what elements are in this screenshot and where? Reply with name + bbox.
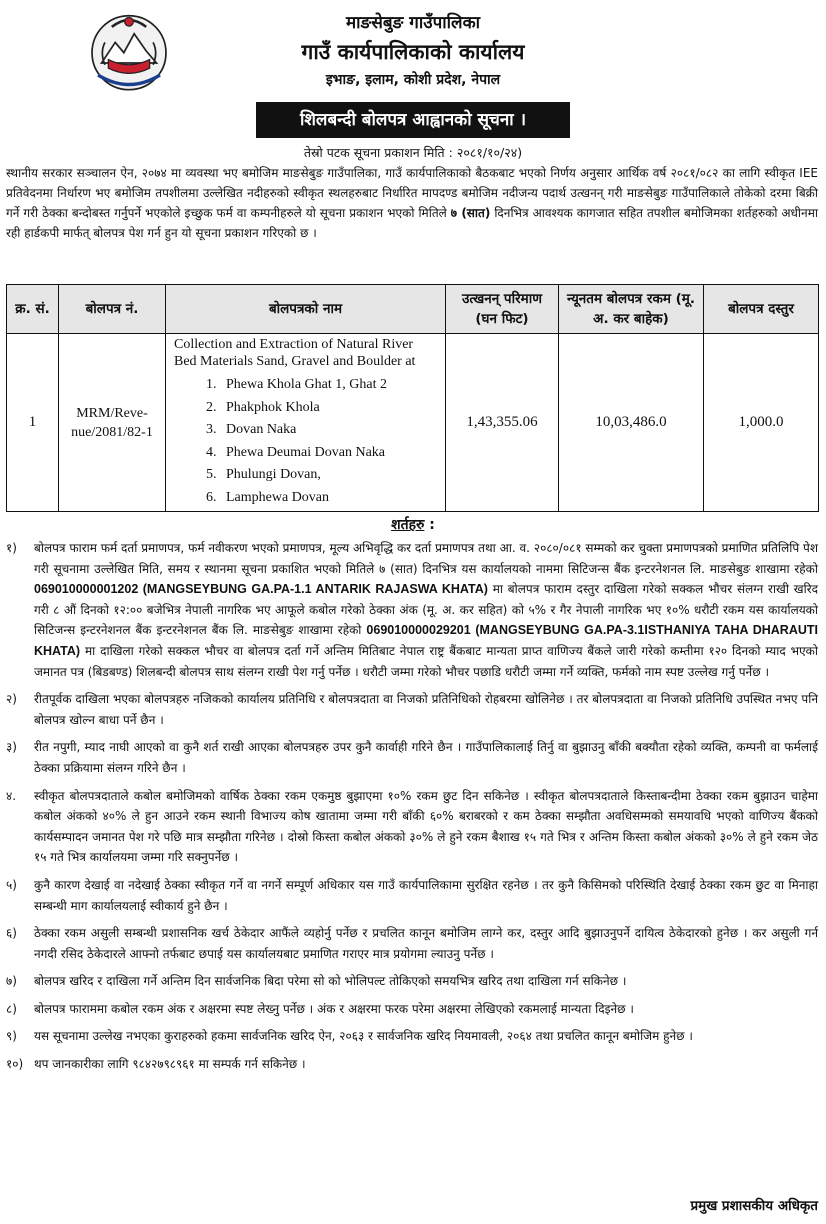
term-item [6,875,818,916]
term-item [6,1054,818,1075]
cell-quantity: 1,43,355.06 [446,334,559,512]
office-name: गाउँ कार्यपालिकाको कार्यालय [301,40,525,64]
term-number: ५) [6,877,17,892]
term-item [6,971,818,992]
term-number: ८) [6,1001,17,1016]
term-1-part-3: मा दाखिला गरेको सक्कल भौचर वा बोलपत्र दर्ता गर्ने अन्तिम मितिबाट नेपाल राष्ट्र बैंकबाट मान्यता प्राप्त वाणिज्य बैंकले जारी गरेको कम्तीमा १२० दिनको म्याद भएको जमानत पत्र (बिडबण्ड) शिलबन्दी बोलपत्र साथ संलग्न राखी पेश गर्नु पर्नेछ । धरौटी जम्मा गरेको भौचर पछाडि धरौटी जम्मा गर्ने व्यक्ति, फर्मको नाम स्पष्ट उल्लेख गर्नु पर्नेछ । [34,643,818,679]
term-number: १) [6,541,17,555]
intro-days-bold: ७ (सात) [450,206,491,220]
term-text: बोलपत्र फाराममा कबोल रकम अंक र अक्षरमा स्पष्ट लेख्नु पर्नेछ । अंक र अक्षरमा फरक परेमा अक्षरमा लेखिएको रकमलाई मान्यता दिइनेछ । [34,1001,634,1016]
term-number: ४. [6,788,17,803]
term-text: रीत नपुगी, म्याद नाघी आएको वा कुनै शर्त राखी आएका बोलपत्रहरु उपर कुनै कार्वाही गरिने छैन । गाउँपालिकालाई तिर्नु वा बुझाउनु बाँकी बक्यौता रहेको व्यक्ति, कम्पनी वा फर्मलाई ठेक्का प्रक्रियामा संलग्न गरिने छैन । [34,740,818,775]
table-row [7,334,819,512]
term-text: ठेक्का रकम असुली सम्बन्धी प्रशासनिक खर्च ठेकेदार आफैंले व्यहोर्नु पर्नेछ र प्रचलित कानून बमोजिम लाग्ने कर, दस्तुर आदि बुझाउनुपर्ने दायित्व ठेकेदारको हुनेछ । कर असुली गर्न नगदी रसिद ठेकेदारले आफ्नो तर्फबाट छपाई यस कार्यालयबाट प्रमाणित गराएर मात्र प्रयोगमा ल्याउनु पर्नेछ । [34,926,818,961]
list-item: 4. Phewa Deumai Dovan Naka [220,442,439,465]
term-item [6,1026,818,1047]
municipality-name: माङसेबुङ गाउँपालिका [345,13,481,33]
header-min-amount: न्यूनतम बोलपत्र रकम (मू. अ. कर बाहेक) [559,285,704,334]
term-text: बोलपत्र खरिद र दाखिला गर्ने अन्तिम दिन सार्वजनिक बिदा परेमा सो को भोलिपल्ट तोकिएको समयभित्र खरिद तथा दाखिला गर्न सकिनेछ । [34,974,627,989]
account-number-2: 069010000029201 (MANGSEYBUNG GA.PA-3.1ISTHANIYA TAHA DHARAUTI KHATA) [34,623,818,658]
list-item: 5. Phulungi Dovan, [220,464,439,487]
account-number-1: 069010000001202 (MANGSEYBUNG GA.PA-1.1 ANTARIK RAJASWA KHATA) [34,582,488,597]
term-item [6,923,818,964]
list-item: 3. Dovan Naka [220,419,439,442]
term-1-part-2: मा बोलपत्र फाराम दस्तुर दाखिला गरेको सक्कल भौचर संलग्न राखी खरिद गरी ८ औं दिनको १२:०० बजेभित्र नेपाली नागरिक भए आफूले कबोल गरेको ठेक्का अंक (मू. अ. कर सहित) को ५% र गैर नेपाली नागरिक भए १०% धरौटी रकम यस कार्यालयको सिटिजन्स इन्टरनेशनल बैंक इन्टरनेशनल बैंक लि. माङसेबुङ शाखामा रहेको [34,582,818,638]
list-item: 1. Phewa Khola Ghat 1, Ghat 2 [220,374,439,397]
signatory-title: प्रमुख प्रशासकीय अधिकृत [690,1198,818,1214]
term-item [6,786,818,868]
term-item [6,737,818,778]
intro-text-1: स्थानीय सरकार सञ्चालन ऐन, २०७४ मा व्यवस्था भए बमोजिम माङसेबुङ गाउँपालिका, गाउँ कार्यपालिकाको बैठकबाट भएको निर्णय अनुसार आर्थिक वर्ष २०८१/०८२ का लागि स्वीकृत IEE प्रतिवेदनमा निर्धारण भए बमोजिम तपशीलमा उल्लेखित नदीहरुको स्वीकृत स्थलहरुबाट निर्धारित मापदण्ड बमोजिम नदीजन्य पदार्थ उत्खनन् गरी माङसेबुङ गाउँपालिकाले तोकेको दरमा बिक्री गर्ने गरी ठेक्का बन्दोबस्त गर्नुपर्ने भएकोले इच्छुक फर्म वा कम्पनीहरुले यो सूचना प्रकाशन भएको मितिले [6,166,818,220]
header-fee: बोलपत्र दस्तुर [704,285,819,334]
notice-title-banner: शिलबन्दी बोलपत्र आह्वानको सूचना । [256,102,570,138]
header-bid-name: बोलपत्रको नाम [166,285,446,334]
terms-heading-colon: : [424,517,435,533]
office-address: इभाङ, इलाम, कोशी प्रदेश, नेपाल [325,72,501,88]
term-item [6,999,818,1020]
term-number: १०) [6,1057,24,1072]
terms-list [6,538,818,1082]
term-number: २) [6,692,17,707]
table-header-row [7,285,819,334]
term-text: रीतपूर्वक दाखिला भएका बोलपत्रहरु नजिकको कार्यालय प्रतिनिधि र बोलपत्रदाता वा निजको प्रतिनिधिको रोहबरमा खोलिनेछ । तर बोलपत्रदाता वा निजको प्रतिनिधि उपस्थित नभए पनि बोलपत्र खोल्न बाधा पर्ने छैन । [34,692,818,727]
location-list [174,374,439,509]
terms-heading [0,515,826,534]
terms-heading-text: शर्तहरु [391,517,425,533]
bid-name-text: Collection and Extraction of Natural River Bed Materials Sand, Gravel and Boulder at [174,337,416,369]
term-number: ३) [6,740,17,755]
cell-bid-no: MRM/Reve- nue/2081/82-1 [59,334,166,512]
cell-bid-name [166,334,446,512]
term-text: थप जानकारीका लागि ९८४२७९८९६१ मा सम्पर्क गर्न सकिनेछ । [34,1057,306,1072]
term-text: कुनै कारण देखाई वा नदेखाई ठेक्का स्वीकृत गर्ने वा नगर्ने सम्पूर्ण अधिकार यस गाउँ कार्यपालिकामा सुरक्षित रहनेछ । तर कुनै किसिमको परिस्थिति देखाई ठेक्का रकम छुट वा मिनाहा सम्बन्धी माग कार्यालयलाई स्वीकार्य हुने छैन । [34,877,818,913]
intro-text-2: दिनभित्र आवश्यक कागजात सहित तपशील बमोजिमका शर्तहरुको अधीनमा रही हार्डकपी मार्फत् बोलपत्र पेश गर्न हुन यो सूचना प्रकाशन गरिएको छ । [6,206,818,240]
cell-min-amount: 10,03,486.0 [559,334,704,512]
tender-table [6,284,819,512]
intro-paragraph [6,163,818,243]
term-1-part-1: बोलपत्र फाराम फर्म दर्ता प्रमाणपत्र, फर्म नवीकरण भएको प्रमाणपत्र, मूल्य अभिवृद्धि कर दर्ता प्रमाणपत्र तथा आ. व. २०८०/०८१ सम्मको कर चुक्ता प्रमाणपत्रको प्रमाणित प्रतिलिपि पेश गरी सूचनामा उल्लेखित मिति, समय र स्थानमा सूचना प्रकाशित भएको मितिले ७ (सात) दिनभित्र यस कार्यालयको नाममा सिटिजन्स बैंक इन्टरनेशनल लि. माङसेबुङ शाखामा रहेको [34,541,818,576]
header-bid-no: बोलपत्र नं. [59,285,166,334]
term-text [34,538,818,682]
term-text: यस सूचनामा उल्लेख नभएका कुराहरुको हकमा सार्वजनिक खरिद ऐन, २०६३ र सार्वजनिक खरिद नियमावली, २०६४ तथा प्रचलित कानून बमोजिम हुनेछ । [34,1029,693,1044]
term-item [6,538,818,682]
term-number: ६) [6,926,17,941]
term-text: स्वीकृत बोलपत्रदाताले कबोल बमोजिमको वार्षिक ठेक्का रकम एकमुष्ठ बुझाएमा १०% रकम छुट दिन सकिनेछ । स्वीकृत बोलपत्रदाताले किस्ताबन्दीमा ठेक्का रकम बुझाउन चाहेमा कबोल अंकको ४०% ले हुन आउने रकम स्थानी विभाज्य कोष खातामा जम्मा गरी बाँकी ६०% बराबरको र कम ठेक्का सम्झौता अवधिसम्मको समयावधि भएको वाणिज्य बैंकको कार्यसम्पादन जमानत पेश गरे पछि मात्र सम्झौता गरिनेछ । दोस्रो किस्ता कबोल अंकको ३०% ले हुने रकम बैशाख १५ गते भित्र र अन्तिम किस्ता कबोल अंकको ३०% ले हुने रकम जेठ १५ गते भित्र कार्यालयमा जम्मा गरि सक्नुपर्नेछ । [34,788,818,865]
cell-sn: 1 [7,334,59,512]
term-item [6,689,818,730]
list-item: 2. Phakphok Khola [220,397,439,420]
header-quantity: उत्खनन् परिमाण (घन फिट) [446,285,559,334]
term-number: ७) [6,974,17,989]
publication-date: तेस्रो पटक सूचना प्रकाशन मिति : २०८१/१०/२४) [303,145,523,160]
cell-fee: 1,000.0 [704,334,819,512]
term-number: ९) [6,1029,17,1044]
header-sn: क्र. सं. [7,285,59,334]
list-item: 6. Lamphewa Dovan [220,487,439,510]
